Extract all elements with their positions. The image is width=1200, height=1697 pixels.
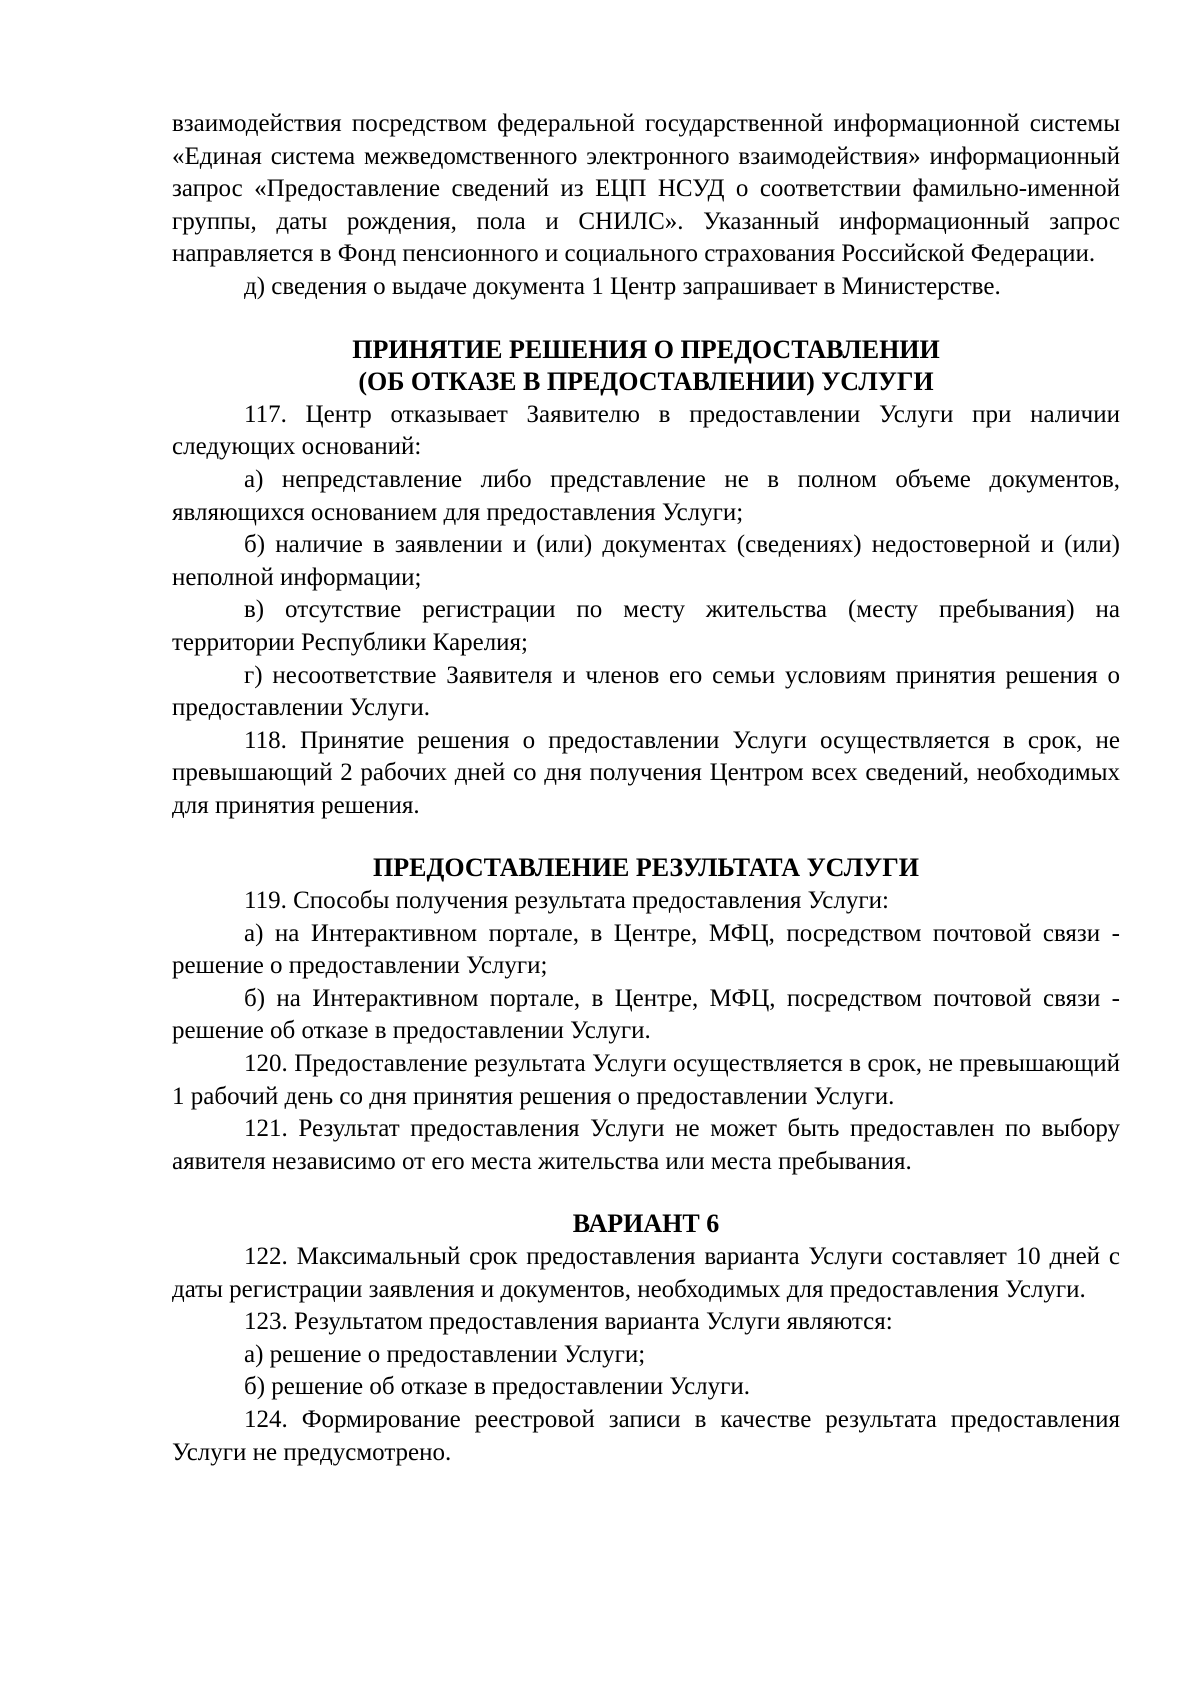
- section-heading-line: ПРИНЯТИЕ РЕШЕНИЯ О ПРЕДОСТАВЛЕНИИ: [352, 334, 940, 364]
- paragraph-119: 119. Способы получения результата предоставления Услуги:: [244, 887, 889, 915]
- paragraph-117-v: в) отсутствие регистрации по месту жительства (месту пребывания) на территории Республики Карелия;: [172, 596, 1120, 656]
- paragraph-117-b: б) наличие в заявлении и (или) документах (сведениях) недостоверной и (или) неполной информации;: [172, 531, 1120, 591]
- section-heading-line: (ОБ ОТКАЗЕ В ПРЕДОСТАВЛЕНИИ) УСЛУГИ: [358, 367, 934, 397]
- section-heading-decision: [172, 334, 1120, 399]
- paragraph-continuation: взаимодействия посредством федеральной государственной информационной системы «Единая система межведомственного электронного взаимодействия» информационный запрос «Предоставление сведений из ЕЦП НСУД о соответствии фамильно-именной группы, даты рождения, пола и СНИЛС». Указанный информационный запрос направляется в Фонд пенсионного и социального страхования Российской Федерации.: [172, 110, 1120, 268]
- paragraph-119-b: б) на Интерактивном портале, в Центре, МФЦ, посредством почтовой связи - решение об отказе в предоставлении Услуги.: [172, 984, 1120, 1045]
- paragraph-123-a: а) решение о предоставлении Услуги;: [244, 1340, 646, 1368]
- paragraph-123: 123. Результатом предоставления варианта Услуги являются:: [244, 1308, 893, 1336]
- paragraph-117-g: г) несоответствие Заявителя и членов его семьи условиям принятия решения о предоставлении Услуги.: [172, 661, 1120, 722]
- document-page: [172, 108, 1120, 1469]
- section-heading-result: ПРЕДОСТАВЛЕНИЕ РЕЗУЛЬТАТА УСЛУГИ: [373, 853, 919, 883]
- paragraph-124: 124. Формирование реестровой записи в качестве результата предоставления Услуги не предусмотрено.: [172, 1405, 1120, 1466]
- paragraph-122: 122. Максимальный срок предоставления варианта Услуги составляет 10 дней с даты регистрации заявления и документов, необходимых для предоставления Услуги.: [172, 1243, 1120, 1303]
- paragraph-121: 121. Результат предоставления Услуги не может быть предоставлен по выбору аявителя независимо от его места жительства или места пребывания.: [172, 1115, 1120, 1175]
- paragraph-119-a: а) на Интерактивном портале, в Центре, МФЦ, посредством почтовой связи - решение о предоставлении Услуги;: [172, 919, 1120, 980]
- section-heading-variant-6: ВАРИАНТ 6: [572, 1209, 720, 1239]
- paragraph-117: 117. Центр отказывает Заявителю в предоставлении Услуги при наличии следующих оснований:: [172, 400, 1120, 461]
- paragraph-120: 120. Предоставление результата Услуги осуществляется в срок, не превышающий 1 рабочий день со дня принятия решения о предоставлении Услуги.: [172, 1050, 1120, 1110]
- paragraph-118: 118. Принятие решения о предоставлении Услуги осуществляется в срок, не превышающий 2 рабочих дней со дня получения Центром всех сведений, необходимых для принятия решения.: [172, 726, 1120, 819]
- paragraph-item-d: д) сведения о выдаче документа 1 Центр запрашивает в Министерстве.: [244, 272, 1001, 300]
- paragraph-117-a: а) непредставление либо представление не в полном объеме документов, являющихся основанием для предоставления Услуги;: [172, 465, 1120, 526]
- paragraph-123-b: б) решение об отказе в предоставлении Услуги.: [244, 1373, 751, 1401]
